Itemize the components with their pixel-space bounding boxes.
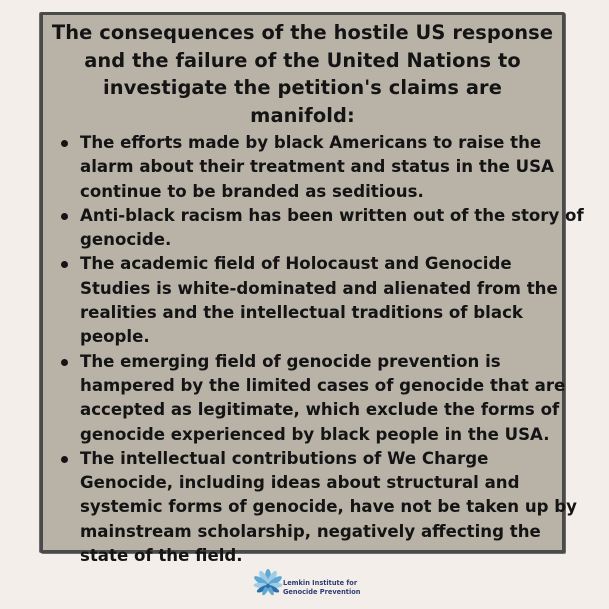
heading: The consequences of the hostile US response and the failure of the United Nations to investigate the petition's claims are manifold: (51, 21, 554, 127)
list-item: The academic field of Holocaust and Genocide Studies is white-dominated and alienated from the realities and the intellectual traditions of black people. (80, 252, 586, 349)
list-item: The emerging field of genocide prevention is hampered by the limited cases of genocide that are accepted as legitimate, which exclude the forms of genocide experienced by black people in the USA. (80, 350, 586, 447)
list-item: The intellectual contributions of We Charge Genocide, including ideas about structural and systemic forms of genocide, have not be taken up by mainstream scholarship, negatively affecting the state of the field. (80, 447, 586, 568)
consequences-list (57, 131, 586, 568)
lotus-logo-icon (250, 564, 286, 604)
content-card (40, 12, 584, 566)
list-item: Anti-black racism has been written out of the story of genocide. (80, 204, 586, 253)
organization-name: Lemkin Institute for Genocide Prevention (283, 579, 361, 596)
organization-footer (250, 564, 390, 604)
list-item: The efforts made by black Americans to raise the alarm about their treatment and status in the USA continue to be branded as seditious. (80, 131, 586, 204)
